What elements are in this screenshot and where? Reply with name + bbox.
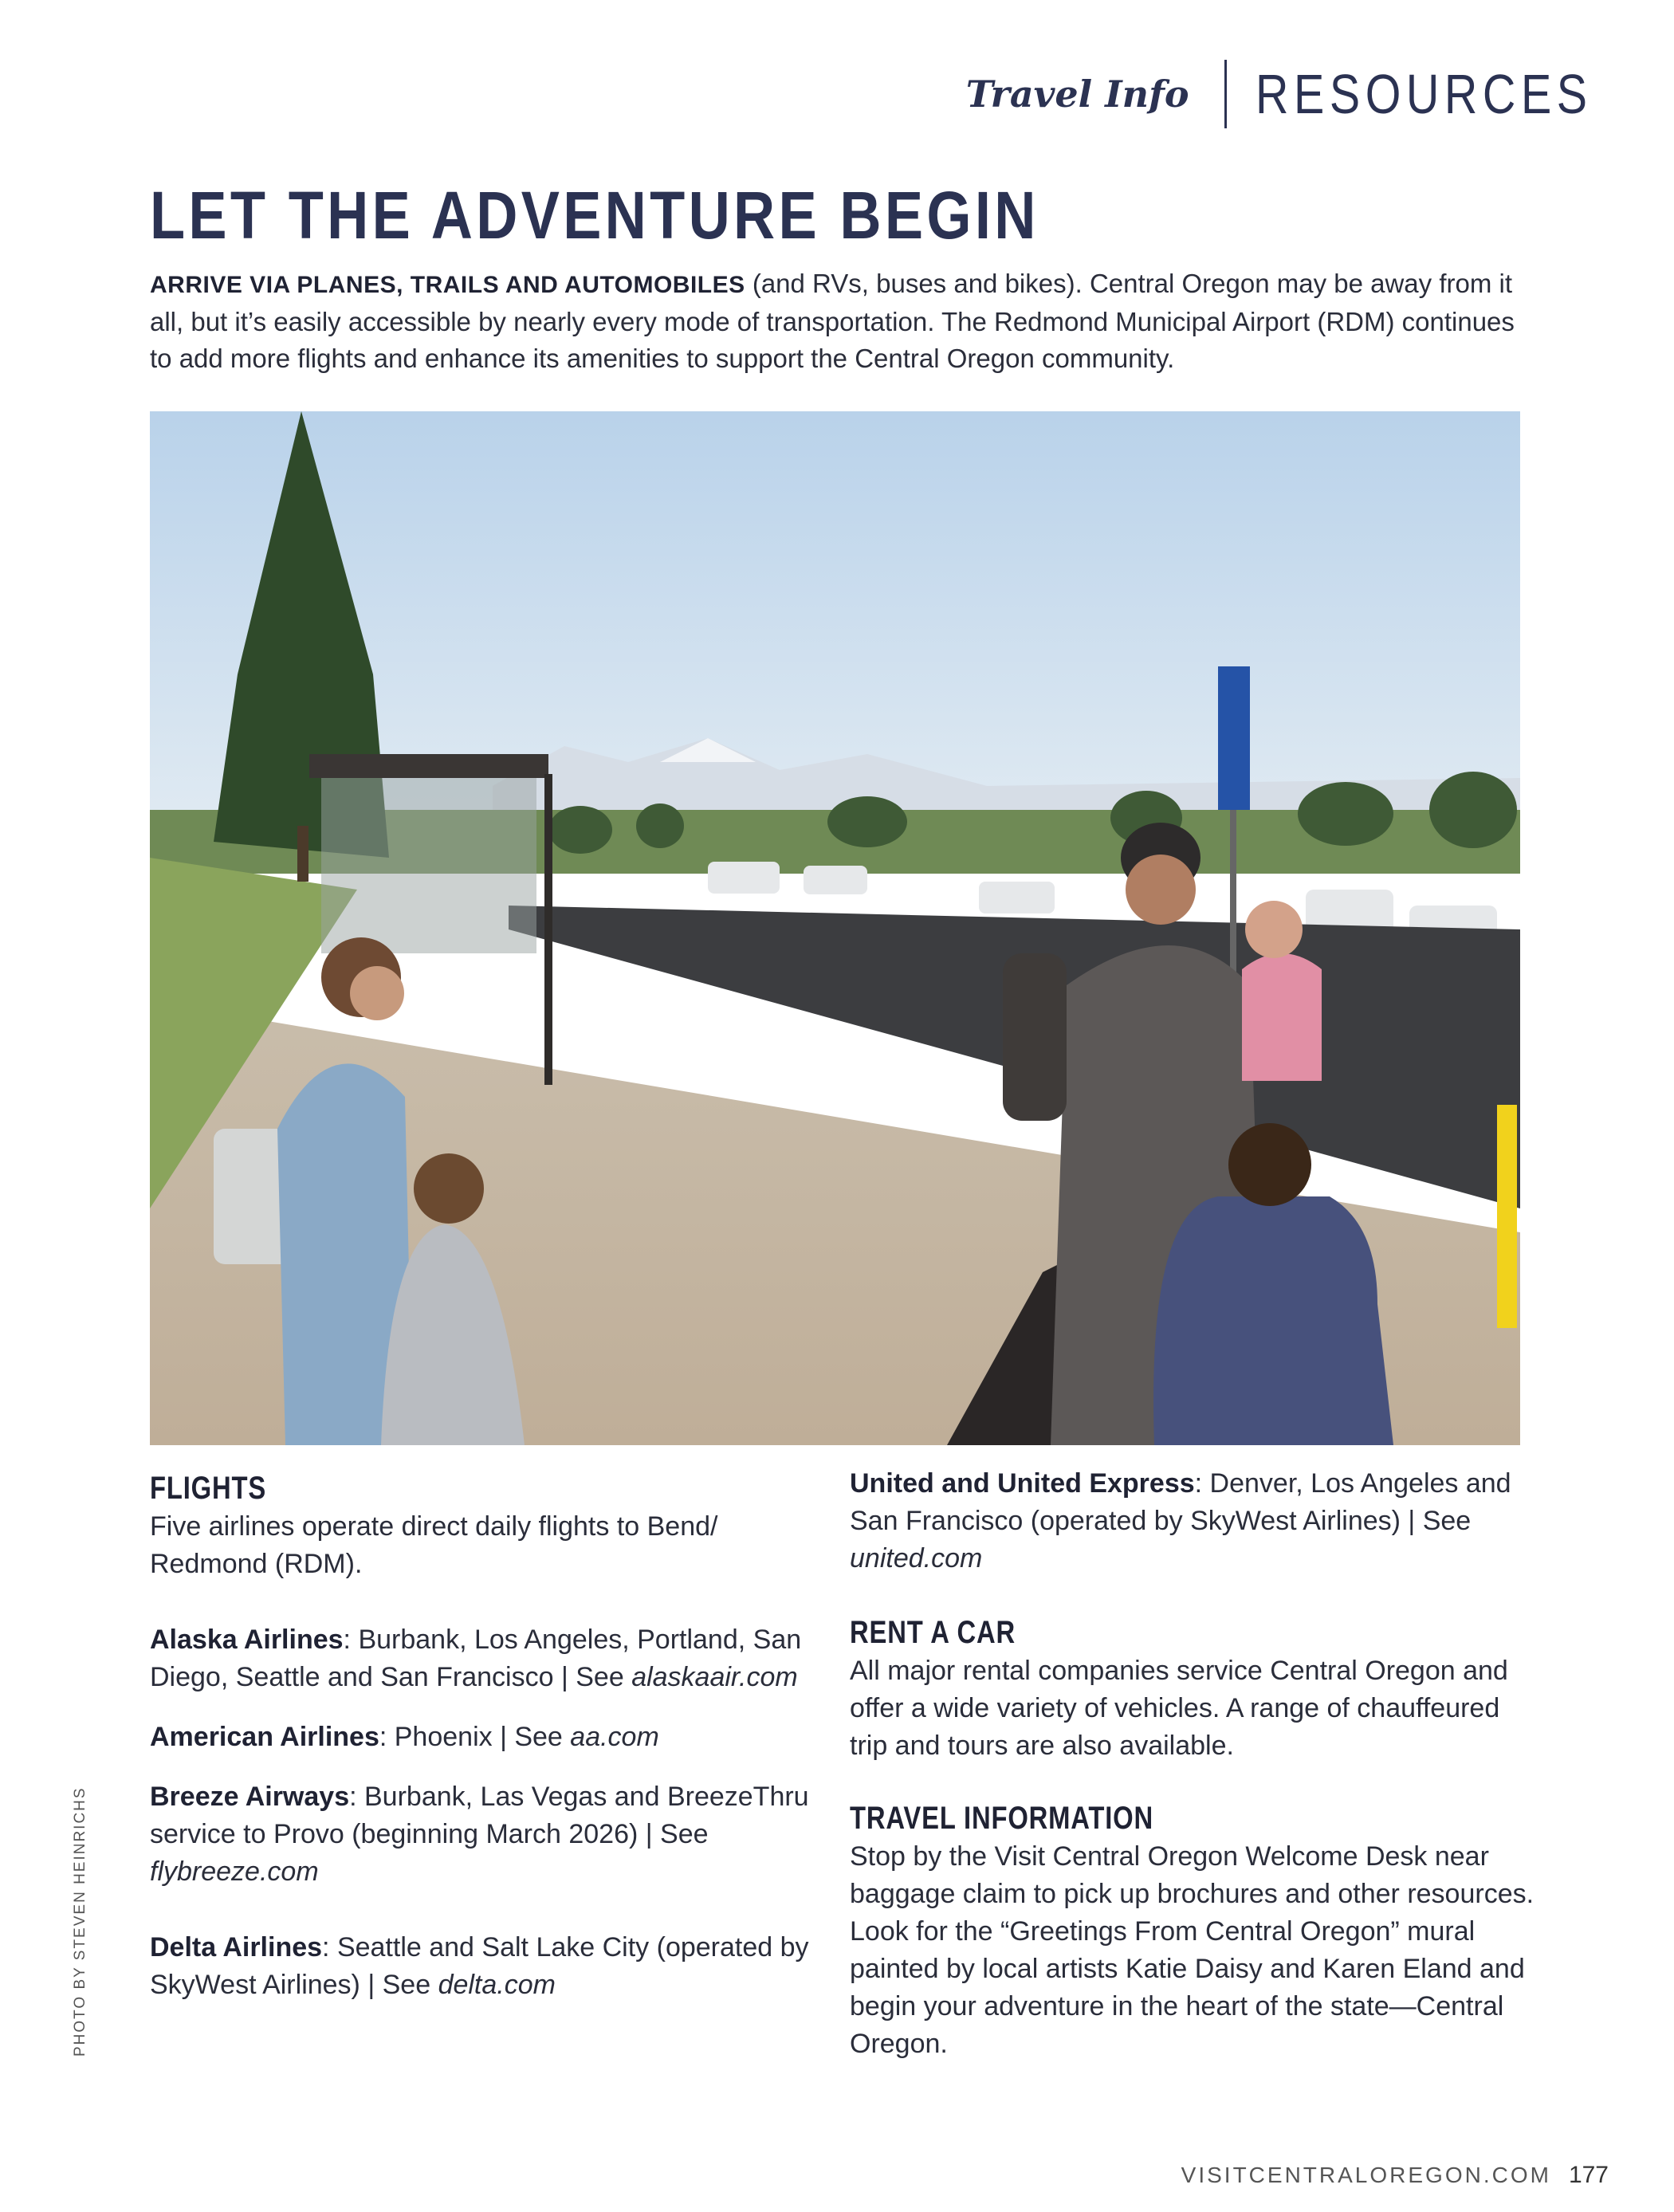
page-footer — [1181, 2162, 1609, 2189]
airline-entry — [850, 1465, 1535, 1577]
airline-entry — [150, 1929, 819, 2004]
flights-intro: Five airlines operate direct daily flights to Bend/ Redmond (RDM). — [150, 1511, 718, 1579]
airline-details: : Burbank, Las Vegas and BreezeThru service to Provo (beginning March 2026) | See — [150, 1782, 809, 1849]
airline-name: Delta Airlines — [150, 1932, 323, 1963]
header-divider — [1224, 60, 1227, 128]
airline-details: : Phoenix | See — [379, 1722, 571, 1752]
family-airport-photo — [150, 411, 1520, 1445]
airline-entry — [150, 1778, 819, 1891]
airline-name: American Airlines — [150, 1722, 379, 1752]
info-column — [850, 1465, 1535, 2063]
photo-credit: PHOTO BY STEVEN HEINRICHS — [72, 1786, 88, 2057]
page-title: LET THE ADVENTURE BEGIN — [150, 178, 1039, 253]
airline-details: : Burbank, Los Angeles, Portland, San Diego, Seattle and San Francisco | See — [150, 1625, 802, 1692]
airline-name: United and United Express — [850, 1468, 1195, 1499]
airline-details: : Seattle and Salt Lake City (operated by SkyWest Airlines) | See — [150, 1932, 809, 2000]
airline-details: : Denver, Los Angeles and San Francisco (operated by SkyWest Airlines) | See — [850, 1468, 1511, 1536]
travel-information-heading: TRAVEL INFORMATION — [850, 1801, 1154, 1836]
rent-a-car-text: All major rental companies service Central Oregon and offer a wide variety of vehicles. A range of chauffeured trip and tours are also available. — [850, 1656, 1508, 1761]
intro-paragraph — [150, 265, 1529, 377]
intro-text: (and RVs, buses and bikes). Central Oregon may be away from it all, but it’s easily accessible by nearly every mode of transportation. The Redmond Municipal Airport (RDM) continues to add more flights and enhance its amenities to support the Central Oregon community. — [150, 269, 1515, 373]
airline-link: aa.com — [570, 1722, 659, 1752]
section-name: Travel Info — [965, 72, 1189, 116]
airline-name: Alaska Airlines — [150, 1625, 344, 1655]
flights-heading: FLIGHTS — [150, 1471, 267, 1506]
airline-link: flybreeze.com — [150, 1856, 319, 1887]
footer-site: VISITCENTRALOREGON.COM — [1181, 2163, 1551, 2187]
photo-illustration — [150, 411, 1520, 1445]
section-label: RESOURCES — [1255, 62, 1593, 125]
flights-column — [150, 1468, 819, 2004]
airline-name: Breeze Airways — [150, 1782, 350, 1812]
travel-information-text: Stop by the Visit Central Oregon Welcome Desk near baggage claim to pick up brochures and other resources. Look for the “Greetings From Central Oregon” mural painted by local artists Katie Daisy and Karen Eland and begin your adventure in the heart of the state—Central Oregon. — [850, 1841, 1534, 2059]
airline-link: alaskaair.com — [631, 1662, 798, 1692]
page-number: 177 — [1568, 2162, 1609, 2188]
airline-entry — [150, 1621, 819, 1696]
intro-lead: ARRIVE VIA PLANES, TRAILS AND AUTOMOBILES — [150, 272, 745, 298]
airline-link: united.com — [850, 1543, 983, 1574]
airline-link: delta.com — [438, 1970, 556, 2000]
airline-entry — [150, 1719, 819, 1756]
page-header — [966, 56, 1610, 132]
rent-a-car-heading: RENT A CAR — [850, 1615, 1016, 1650]
